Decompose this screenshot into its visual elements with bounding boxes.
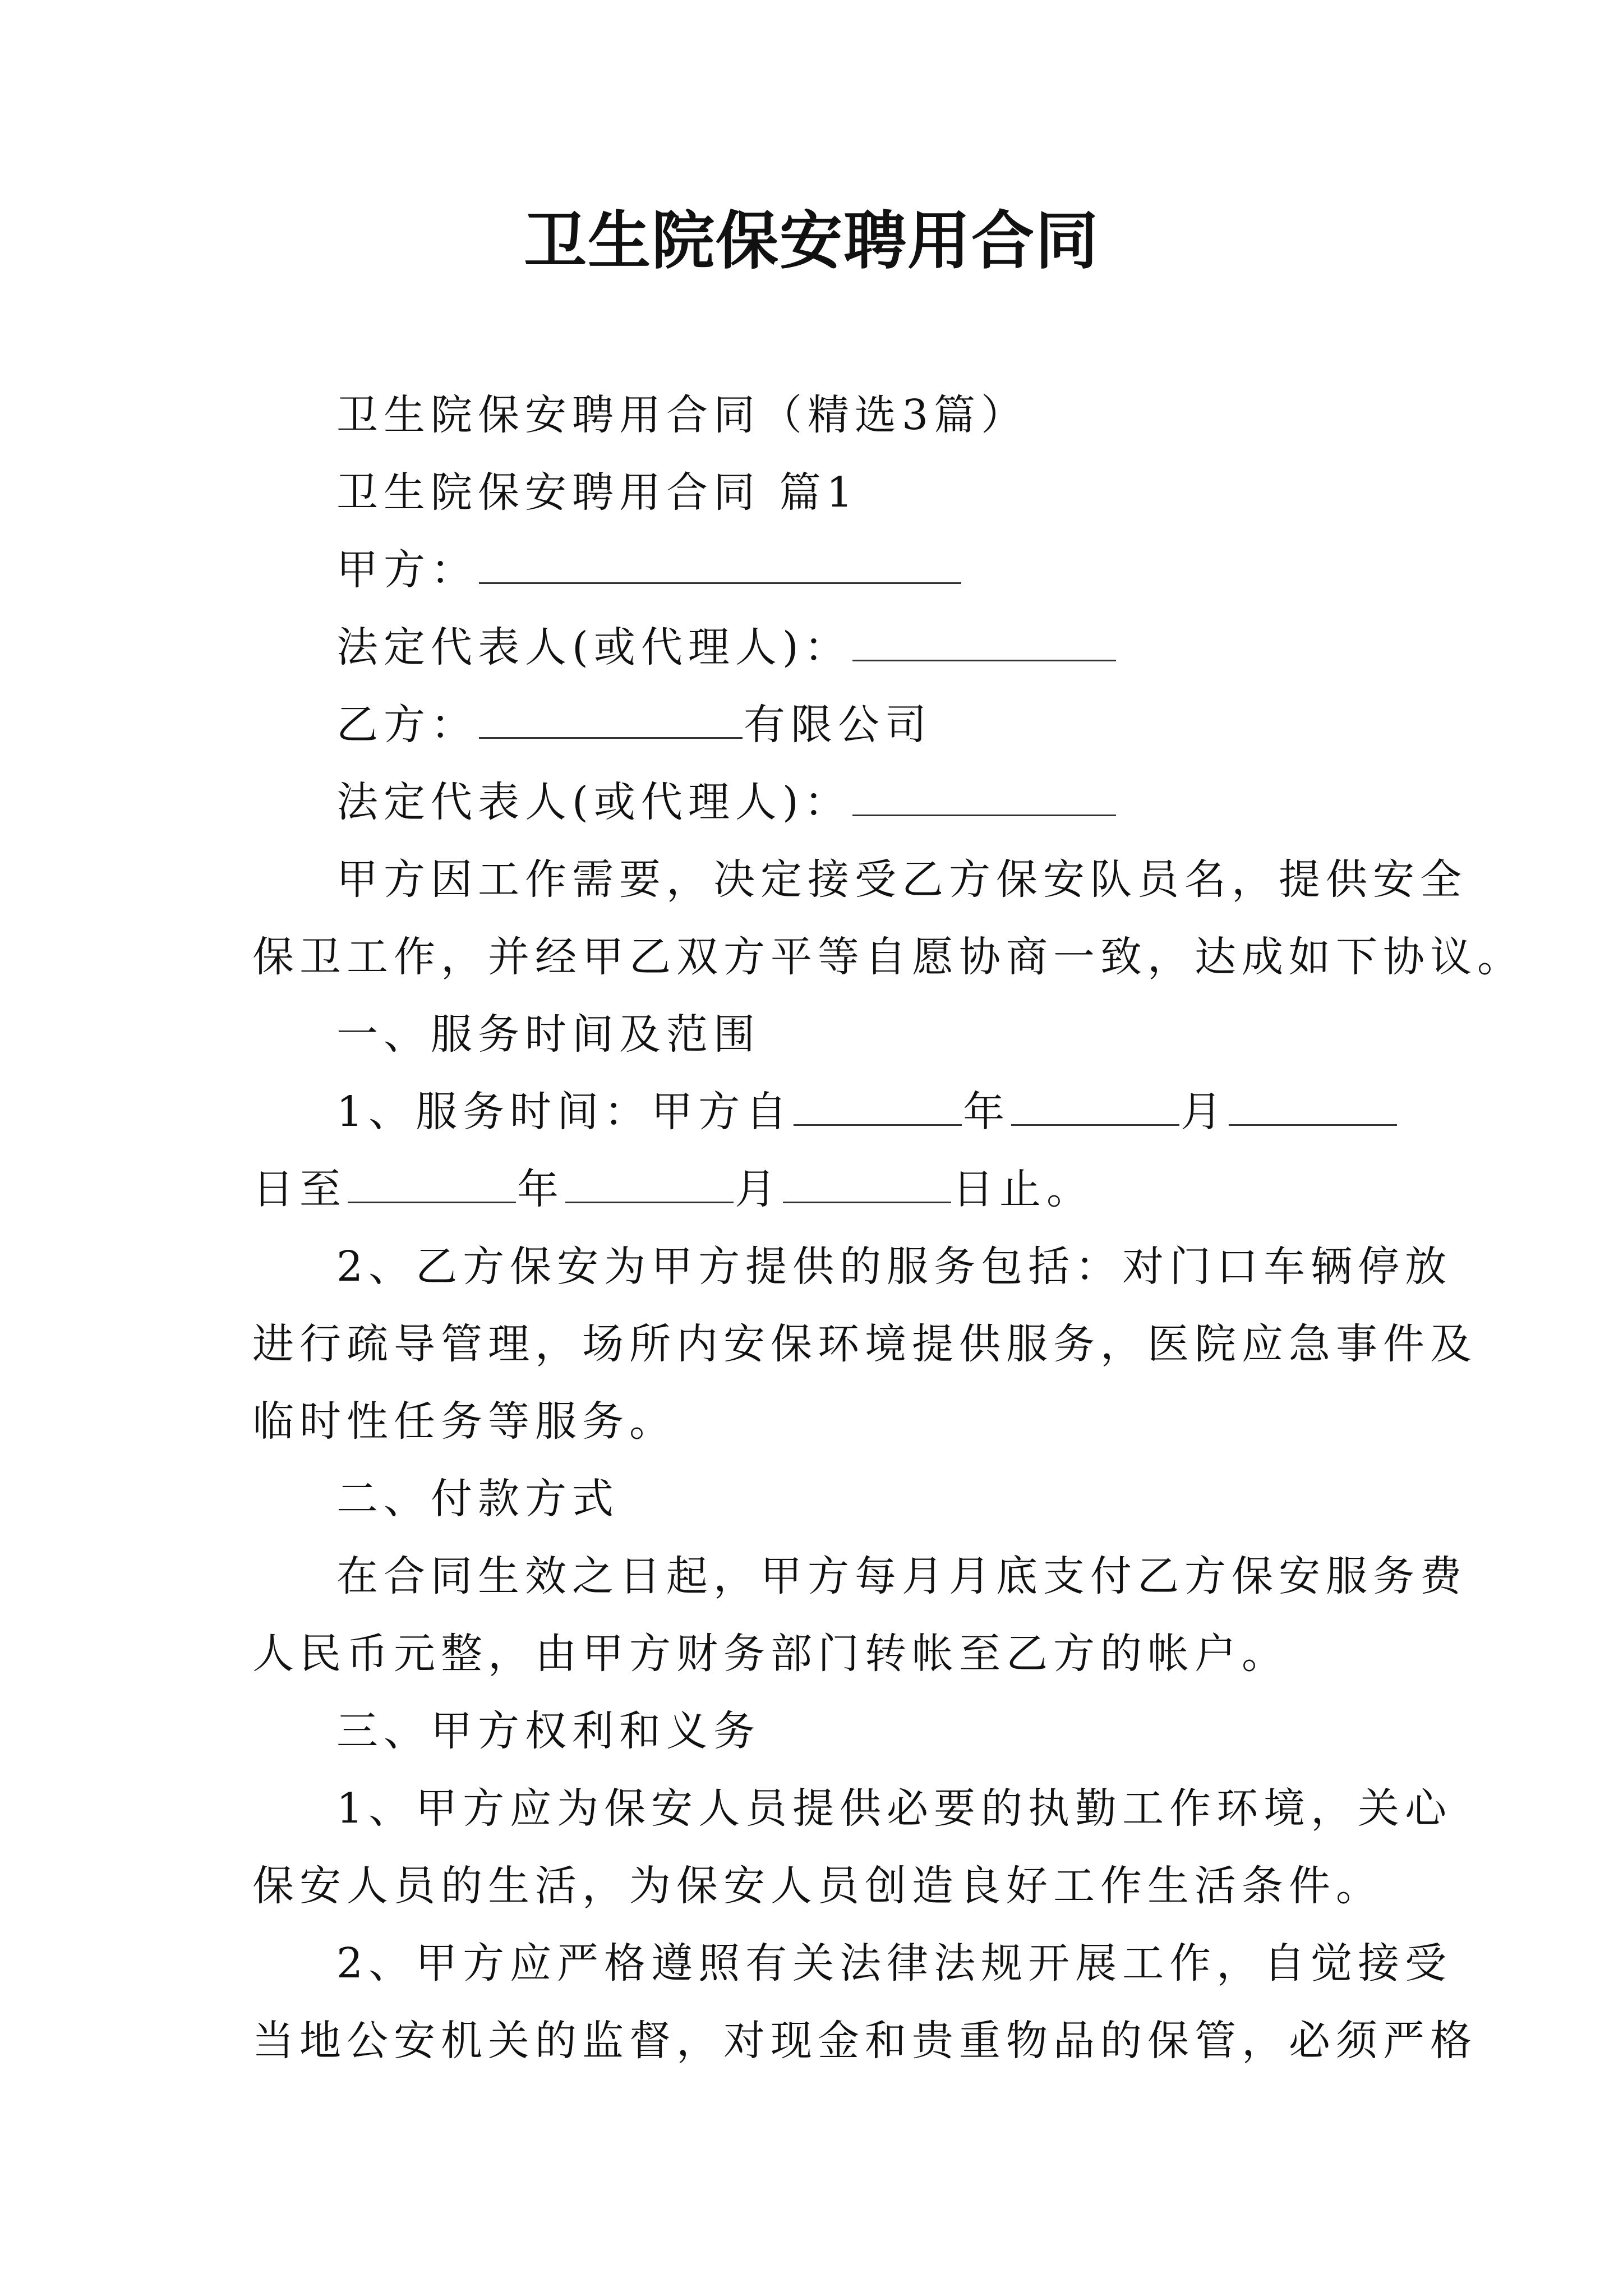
service-time-line (336, 1084, 1398, 1140)
service-time-prefix: 1、服务时间：甲方自 (336, 1088, 793, 1136)
item2-line-1: 2、乙方保安为甲方提供的服务包括：对门口车辆停放 (336, 1243, 1453, 1291)
intro-line-1: 甲方因工作需要，决定接受乙方保安队员名，提供安全 (336, 855, 1467, 904)
heading-party-a-rights: 三、甲方权利和义务 (336, 1707, 760, 1755)
day-blank-1 (1229, 1085, 1397, 1126)
month-label-1: 月 (1181, 1088, 1228, 1136)
rep-label-1: 法定代表人(或代理人)： (336, 623, 851, 671)
year-blank-1 (794, 1085, 962, 1126)
payment-line-2: 人民币元整，由甲方财务部门转帐至乙方的帐户。 (252, 1630, 1289, 1678)
month-blank-1 (1011, 1085, 1179, 1126)
day-to-label: 日至 (252, 1165, 347, 1213)
heading-service: 一、服务时间及范围 (336, 1010, 760, 1059)
party-b-blank (479, 698, 743, 739)
rights-2-line-1: 2、甲方应严格遵照有关法律法规开展工作，自觉接受 (336, 1939, 1453, 1987)
rights-1-line-2: 保安人员的生活，为保安人员创造良好工作生活条件。 (252, 1862, 1383, 1910)
month-label-2: 月 (735, 1165, 782, 1213)
section-heading: 卫生院保安聘用合同 篇1 (336, 468, 859, 517)
heading-payment: 二、付款方式 (336, 1475, 619, 1523)
item2-line-3: 临时性任务等服务。 (252, 1397, 676, 1446)
party-b-line (336, 697, 932, 753)
rep-line-1 (336, 619, 1117, 675)
party-a-label: 甲方： (336, 546, 478, 594)
rights-1-line-1: 1、甲方应为保安人员提供必要的执勤工作环境，关心 (336, 1784, 1453, 1833)
day-end-label: 日止。 (952, 1165, 1094, 1213)
year-label-2: 年 (517, 1165, 564, 1213)
year-label-1: 年 (963, 1088, 1011, 1136)
rep-blank-2 (852, 775, 1116, 816)
service-time-line-2 (252, 1161, 1094, 1217)
item2-line-2: 进行疏导管理，场所内安保环境提供服务，医院应急事件及 (252, 1320, 1477, 1368)
year-blank-2 (348, 1162, 516, 1203)
day-blank-2 (783, 1162, 951, 1203)
payment-line-1: 在合同生效之日起，甲方每月月底支付乙方保安服务费 (336, 1552, 1467, 1600)
rep-blank-1 (852, 620, 1116, 661)
document-subtitle: 卫生院保安聘用合同（精选3篇） (336, 391, 1029, 439)
rights-2-line-2: 当地公安机关的监督，对现金和贵重物品的保管，必须严格 (252, 2017, 1477, 2065)
rep-label-2: 法定代表人(或代理人)： (336, 778, 851, 826)
party-a-line (336, 542, 962, 598)
party-b-label: 乙方： (336, 701, 478, 749)
document-title: 卫生院保安聘用合同 (524, 204, 1099, 278)
rep-line-2 (336, 774, 1117, 830)
party-b-suffix: 有限公司 (744, 701, 932, 749)
month-blank-2 (565, 1162, 734, 1203)
party-a-blank (479, 543, 961, 584)
intro-line-2: 保卫工作，并经甲乙双方平等自愿协商一致，达成如下协议。 (252, 933, 1524, 981)
